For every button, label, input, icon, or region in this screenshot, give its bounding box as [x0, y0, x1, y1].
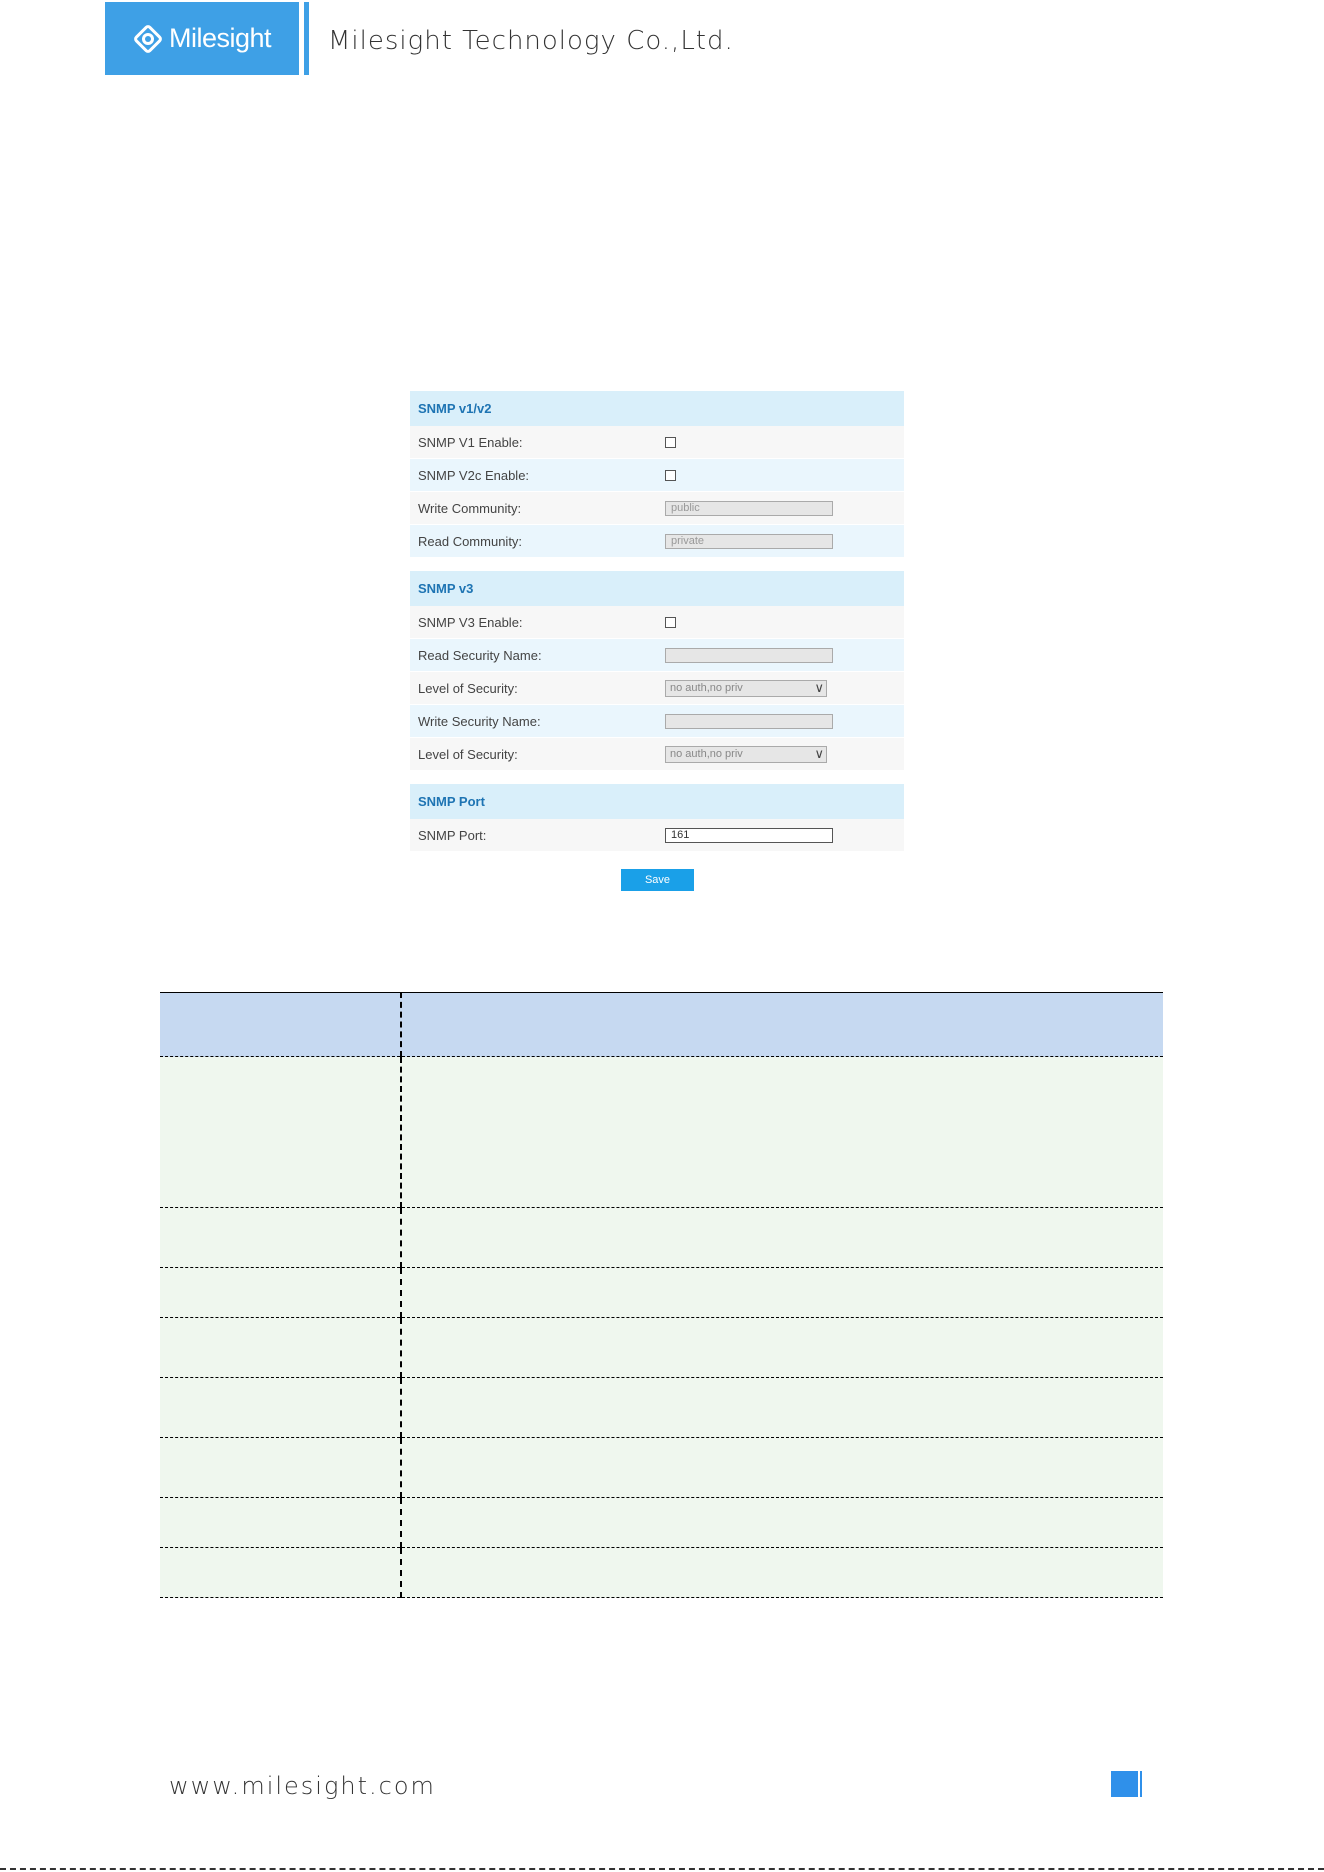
- table-cell: [160, 1438, 401, 1498]
- text-input[interactable]: public: [665, 501, 833, 516]
- field-label: SNMP V2c Enable:: [418, 467, 530, 483]
- form-row: [410, 525, 904, 558]
- field-control: [657, 828, 904, 843]
- enable-checkbox[interactable]: [665, 617, 676, 628]
- text-input[interactable]: 161: [665, 828, 833, 843]
- table-cell: [160, 1057, 401, 1208]
- section-header: SNMP v3: [410, 571, 904, 606]
- chevron-down-icon: ∨: [814, 679, 824, 695]
- save-area: [621, 869, 694, 891]
- form-row: [410, 459, 904, 492]
- field-control: [657, 470, 904, 481]
- field-control: [657, 680, 904, 697]
- table-cell: [401, 1318, 1163, 1378]
- header-divider: [304, 2, 309, 75]
- table-row: [160, 1318, 1163, 1378]
- section-header: SNMP v1/v2: [410, 391, 904, 426]
- field-label: Write Community:: [418, 500, 522, 516]
- field-label: SNMP Port:: [418, 827, 487, 843]
- chevron-down-icon: ∨: [814, 745, 824, 761]
- text-input[interactable]: private: [665, 534, 833, 549]
- form-row: [410, 819, 904, 852]
- table-header-row: [160, 993, 1163, 1057]
- field-label: Level of Security:: [418, 746, 518, 762]
- field-label: SNMP V1 Enable:: [418, 434, 523, 450]
- company-name: Milesight Technology Co.,Ltd.: [328, 26, 734, 56]
- table-cell: [160, 1268, 401, 1318]
- security-level-select[interactable]: [665, 680, 827, 697]
- form-row: [410, 738, 904, 771]
- field-control: [657, 437, 904, 448]
- table-cell: [401, 1057, 1163, 1208]
- table-row: [160, 1208, 1163, 1268]
- table-cell: [401, 1208, 1163, 1268]
- field-control: [657, 534, 904, 549]
- security-level-select[interactable]: [665, 746, 827, 763]
- save-button[interactable]: Save: [621, 869, 694, 891]
- table-row: [160, 1438, 1163, 1498]
- company-logo: [105, 2, 299, 75]
- field-control: [657, 714, 904, 729]
- enable-checkbox[interactable]: [665, 470, 676, 481]
- form-row: [410, 705, 904, 738]
- table-cell: [160, 1318, 401, 1378]
- table-cell: [160, 1498, 401, 1548]
- select-value: no auth,no priv: [670, 681, 743, 694]
- form-row: [410, 492, 904, 525]
- form-row: [410, 672, 904, 705]
- page-bottom-rule: [0, 1868, 1324, 1870]
- table-cell: [160, 1378, 401, 1438]
- parameter-description-table: [160, 992, 1163, 1598]
- table-cell: [401, 1548, 1163, 1598]
- table-cell: [401, 1498, 1163, 1548]
- field-control: [657, 746, 904, 763]
- milesight-logo-icon: [133, 24, 163, 54]
- snmp-settings-panel: [410, 391, 904, 852]
- field-label: Read Security Name:: [418, 647, 542, 663]
- field-control: [657, 617, 904, 628]
- field-control: [657, 648, 904, 663]
- table-cell: [160, 1208, 401, 1268]
- table-cell: [160, 1548, 401, 1598]
- form-row: [410, 426, 904, 459]
- field-control: [657, 501, 904, 516]
- table-row: [160, 1057, 1163, 1208]
- table-row: [160, 1378, 1163, 1438]
- logo-text: Milesight: [168, 23, 272, 53]
- table-cell: [401, 1438, 1163, 1498]
- select-value: no auth,no priv: [670, 747, 743, 760]
- text-input[interactable]: [665, 714, 833, 729]
- page-number-box: [1111, 1771, 1138, 1797]
- table-cell: [401, 1378, 1163, 1438]
- header-cell-description: [401, 993, 1163, 1057]
- enable-checkbox[interactable]: [665, 437, 676, 448]
- header-cell-parameter: [160, 993, 401, 1057]
- section-header: SNMP Port: [410, 784, 904, 819]
- table-row: [160, 1548, 1163, 1598]
- form-row: [410, 606, 904, 639]
- field-label: Level of Security:: [418, 680, 518, 696]
- form-row: [410, 639, 904, 672]
- table-row: [160, 1268, 1163, 1318]
- footer-website: www.milesight.com: [169, 1772, 436, 1800]
- field-label: SNMP V3 Enable:: [418, 614, 523, 630]
- field-label: Write Security Name:: [418, 713, 541, 729]
- table-row: [160, 1498, 1163, 1548]
- field-label: Read Community:: [418, 533, 523, 549]
- page-marker-line: [1140, 1771, 1142, 1797]
- text-input[interactable]: [665, 648, 833, 663]
- table-cell: [401, 1268, 1163, 1318]
